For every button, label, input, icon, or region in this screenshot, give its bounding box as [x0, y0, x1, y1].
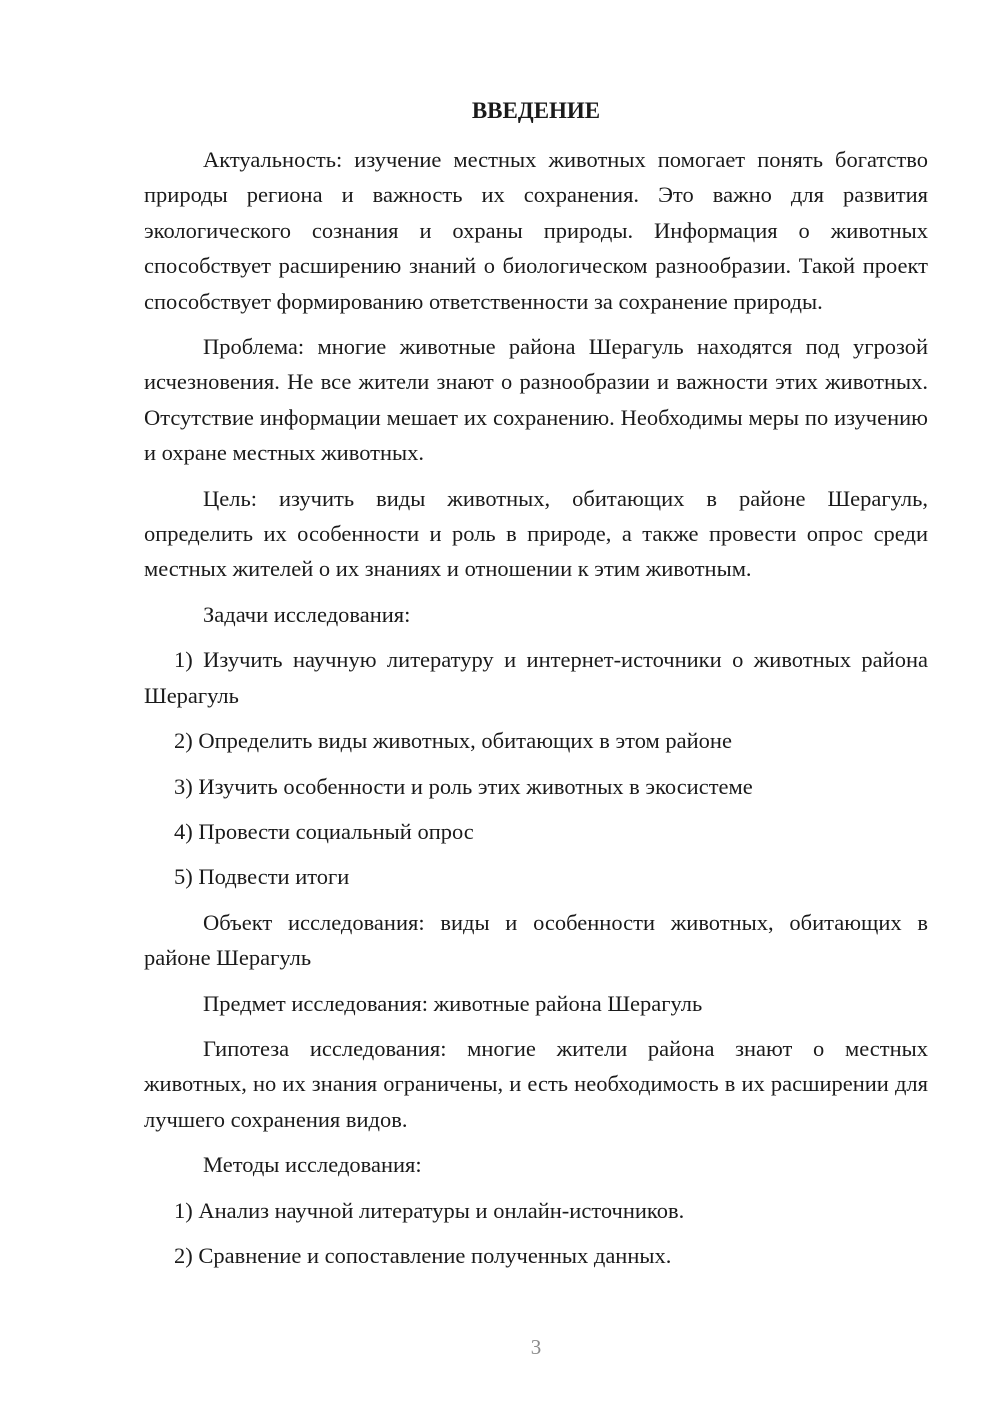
- method-list-item: 2) Сравнение и сопоставление полученных данных.: [174, 1242, 672, 1268]
- tasks-heading: Задачи исследования:: [203, 601, 411, 627]
- page-title: ВВЕДЕНИЕ: [471, 98, 601, 123]
- document-body: [144, 142, 928, 1283]
- goal-paragraph: Цель: изучить виды животных, обитающих в районе Шерагуль, определить их особенности и роль в природе, а также провести опрос среди местных жителей о их знаниях и отношении к этим животным.: [144, 485, 928, 582]
- task-list-item: 5) Подвести итоги: [174, 864, 350, 890]
- task-list-item: 1) Изучить научную литературу и интернет-источники о животных района Шерагуль: [144, 647, 928, 708]
- task-list-item: 4) Провести социальный опрос: [174, 818, 474, 844]
- page-number: 3: [530, 1335, 542, 1359]
- hypothesis-paragraph: Гипотеза исследования: многие жители района знают о местных животных, но их знания ограничены, и есть необходимость в их расширении для лучшего сохранения видов.: [144, 1035, 928, 1132]
- subject-paragraph: Предмет исследования: животные района Шерагуль: [203, 990, 703, 1016]
- methods-heading: Методы исследования:: [203, 1152, 422, 1178]
- object-paragraph: Объект исследования: виды и особенности животных, обитающих в районе Шерагуль: [144, 909, 928, 971]
- relevance-paragraph: Актуальность: изучение местных животных помогает понять богатство природы региона и важность их сохранения. Это важно для развития экологического сознания и охраны природы. Информация о животных способствует расширению знаний о биологическом разнообразии. Такой проект способствует формированию ответственности за сохранение природы.: [144, 147, 928, 314]
- method-list-item: 1) Анализ научной литературы и онлайн-источников.: [174, 1197, 685, 1223]
- task-list-item: 3) Изучить особенности и роль этих животных в экосистеме: [174, 773, 753, 799]
- problem-paragraph: Проблема: многие животные района Шерагуль находятся под угрозой исчезновения. Не все жители знают о разнообразии и важности этих животных. Отсутствие информации мешает их сохранению. Необходимы меры по изучению и охране местных животных.: [144, 334, 928, 466]
- task-list-item: 2) Определить виды животных, обитающих в этом районе: [174, 728, 732, 754]
